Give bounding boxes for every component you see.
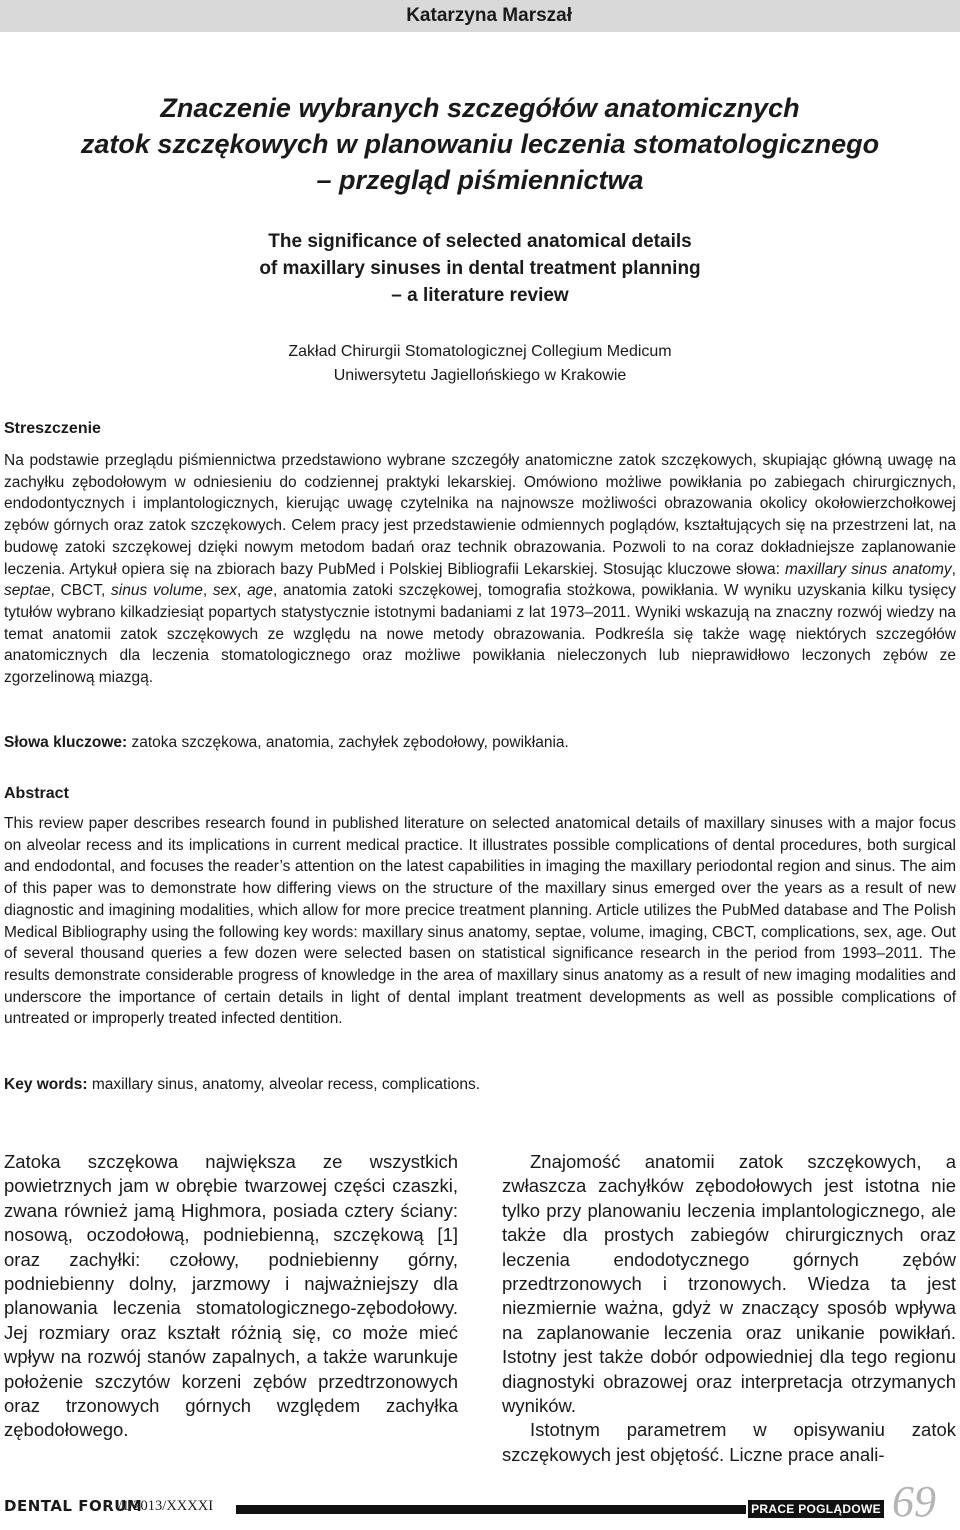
title-polish-line: zatok szczękowych w planowaniu leczenia stomatologicznego <box>80 129 880 159</box>
separator: , <box>237 582 248 600</box>
slowa-kluczowe-text: zatoka szczękowa, anatomia, zachyłek zębodołowy, powikłania. <box>127 734 569 751</box>
streszczenie-text <box>4 450 956 689</box>
affiliation-line: Uniwersytetu Jagiellońskiego w Krakowie <box>333 367 627 384</box>
separator: , <box>202 582 213 600</box>
key-words <box>4 1076 480 1094</box>
page-number: 69 <box>892 1477 936 1526</box>
affiliation <box>0 340 960 388</box>
keyword-italic: sex <box>212 582 238 600</box>
section-label: PRACE POGLĄDOWE <box>748 1500 884 1518</box>
slowa-kluczowe-label: Słowa kluczowe: <box>4 734 128 751</box>
body-column-right <box>502 1150 956 1467</box>
author-name: Katarzyna Marszał <box>406 5 572 26</box>
author-bar <box>0 0 960 32</box>
key-words-label: Key words: <box>4 1076 88 1093</box>
body-paragraph: Zatoka szczękowa największa ze wszystkich powietrznych jam w obrębie twarzowej części czaszki, zwana również jamą Highmora, posiada cztery ściany: nosową, oczodołową, podniebienną, szczękową [1] oraz zachyłki: czołowy, podniebienny górny, podniebienny dolny, jarzmowy i najważniejszy dla planowania leczenia stomatologicznego-zębodołowy. Jej rozmiary oraz kształt różnią się, co może mieć wpływ na rozwój stanów zapalnych, a także warunkuje położenie szczytów korzeni zębów przedtrzonowych oraz trzonowych górnych względem zachyłka zębodołowego. <box>4 1151 458 1441</box>
title-polish-line: – przegląd piśmiennictwa <box>316 165 644 195</box>
title-english <box>0 228 960 309</box>
slowa-kluczowe <box>4 734 569 752</box>
body-column-left <box>4 1150 458 1443</box>
streszczenie-heading: Streszczenie <box>4 420 101 437</box>
title-polish <box>0 90 960 198</box>
streszczenie-part: , anatomia zatoki szczękowej, tomografia stożkowa, powikłania. W wyniku uzyskania kilku tysięcy tytułów wybrano kilkadziesiąt popartych statystycznie istotnymi badaniami z lat 1973–2011. Wyniki wskazują na znaczny rozwój wiedzy na temat anatomii zatok szczękowych ze względu na nowe metody obrazowania. Podkreśla się także wagę niektórych szczegółów anatomicznych dla leczenia stomatologicznego oraz możliwe powikłania nieleczonych lub nieprawidłowo leczonych zębów ze zgorzelinową miazgą. <box>4 582 956 687</box>
title-english-line: – a literature review <box>391 285 569 306</box>
affiliation-line: Zakład Chirurgii Stomatologicznej Collegium Medicum <box>288 343 672 360</box>
footer-rule <box>236 1505 746 1514</box>
title-polish-line: Znaczenie wybranych szczegółów anatomicznych <box>160 93 800 123</box>
abstract-text: This review paper describes research found in published literature on selected anatomical details of maxillary sinuses with a major focus on alveolar recess and its implications in current medical practice. It illustrates possible complications of dental procedures, both surgical and endodontal, and focuses the reader’s attention on the latest capabilities in imaging the maxillary periodontal region and sinus. The aim of this paper was to demonstrate how differing views on the structure of the maxillary sinus emerged over the years as a result of new diagnostic and imagining modalities, which allow for more precice treatment planning. Article utilizes the PubMed database and The Polish Medical Bibliography using the following key words: maxillary sinus anatomy, septae, volume, imaging, CBCT, complications, sex, age. Out of several thousand queries a few dozen were selected basen on statistical significance research in the period from 1993–2011. The results demonstrate considerable progress of knowledge in the area of maxillary sinus anatomy as a result of new imaging modalities and underscore the importance of certain details in light of dental implant treatment developments as well as possible complications of untreated or improperly treated infected dentition. <box>4 815 956 1028</box>
keyword-italic: sinus volume <box>111 582 203 600</box>
body-paragraph: Znajomość anatomii zatok szczękowych, a zwłaszcza zachyłków zębodołowych jest istotna nie tylko przy planowaniu leczenia implantologicznego, ale także dla prostych zabiegów chirurgicznych oraz leczenia endodotycznego górnych zębów przedtrzonowych i trzonowych. Wiedza ta jest niezmiernie ważna, gdyż w znaczący sposób wpływa na zaplanowanie leczenia oraz unikanie powikłań. Istotny jest także dobór odpowiedniej dla tego regionu diagnostyki obrazowej oraz interpretacja otrzymanych wyników. <box>502 1151 956 1417</box>
keyword-italic: maxillary sinus anatomy <box>784 560 952 578</box>
journal-brand: DENTAL FORUM <box>4 1497 143 1515</box>
key-words-text: maxillary sinus, anatomy, alveolar recess, complications. <box>87 1076 481 1093</box>
keyword-italic: age <box>247 582 273 600</box>
keyword-italic: septae <box>4 582 51 600</box>
title-english-line: The significance of selected anatomical details <box>268 231 692 252</box>
title-english-line: of maxillary sinuses in dental treatment planning <box>259 258 701 279</box>
journal-issue: /1/2013/XXXXI <box>118 1498 214 1514</box>
abstract-heading: Abstract <box>4 785 69 802</box>
separator: , CBCT, <box>50 582 112 600</box>
body-paragraph: Istotnym parametrem w opisywaniu zatok szczękowych jest objętość. Liczne prace anali- <box>502 1419 956 1465</box>
separator: , <box>951 560 956 578</box>
streszczenie-part: Na podstawie przeglądu piśmiennictwa przedstawiono wybrane szczegóły anatomiczne zatok szczękowych, skupiając główną uwagę na zachyłku zębodołowym w odniesieniu do codziennej praktyki lekarskiej. Omówiono możliwe powikłania po zabiegach chirurgicznych, endodontycznych i implantologicznych, kierując uwagę czytelnika na najnowsze możliwości obrazowania okolicy okołowierzchołkowej zębów górnych oraz zatok szczękowych. Celem pracy jest przedstawienie odmiennych poglądów, kształtujących się na przestrzeni lat, na budowę zatoki szczękowej dzięki nowym metodom badań oraz technik obrazowania. Pozwoli to na coraz dokładniejsze zaplanowanie leczenia. Artykuł opiera się na zbiorach bazy PubMed i Polskiej Bibliografii Lekarskiej. Stosując kluczowe słowa: <box>4 452 956 578</box>
